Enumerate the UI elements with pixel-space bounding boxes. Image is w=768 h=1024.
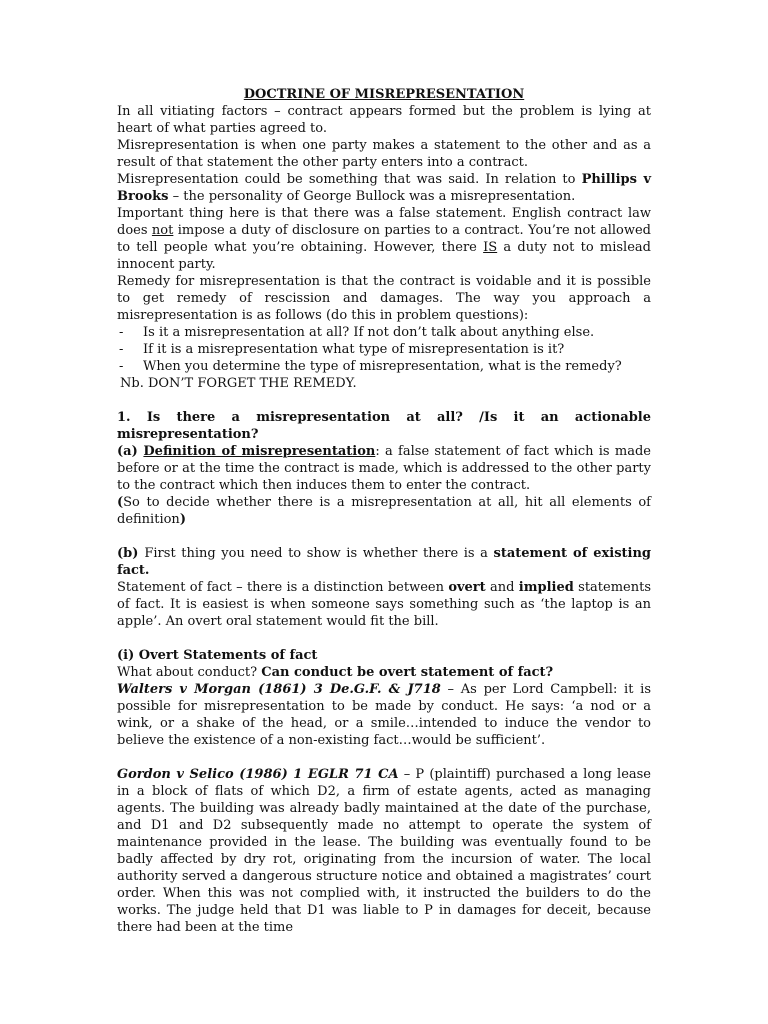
label-b: (b) <box>117 546 145 561</box>
text-run: and <box>485 580 519 595</box>
document-title: DOCTRINE OF MISREPRESENTATION <box>243 87 525 102</box>
section-1-heading: 1. Is there a misrepresentation at all? /Is it an actionable misrepresentation? <box>117 410 651 442</box>
text-run: – P (plaintiff) purchased a long lease in a block of flats of which D2, a firm of estate agents, acted as managing agents. The building was already badly maintained at the date of the purchase, and D1 and D2 subsequently made no attempt to operate the system of maintenance provided in the lease. The building was eventually found to be badly affected by dry rot, originating from the incursion of water. The local authority served a dangerous structure notice and obtained a magistrates’ court order. When this was not complied with, it instructed the builders to do the works. The judge held that D1 was liable to P in damages for deceit, because there had been at the time <box>117 767 652 935</box>
text-run: impose a duty of disclosure on parties to a contract. You’re not allowed to tell people what you’re obtaining. However, there <box>117 223 651 255</box>
remedy-note: Nb. DON’T FORGET THE REMEDY. <box>120 376 357 391</box>
definition-term: Definition of misrepresentation <box>143 444 376 459</box>
emphasis-not: not <box>151 223 174 238</box>
gordon-paragraph <box>117 766 651 936</box>
overt-statements-heading: (i) Overt Statements of fact <box>117 648 318 663</box>
list-item: - Is it a misrepresentation at all? If not don’t talk about anything else. <box>117 324 651 341</box>
text-run: What about conduct? <box>117 665 262 680</box>
intro-paragraph-4 <box>117 205 651 273</box>
conduct-question-bold: Can conduct be overt statement of fact? <box>261 665 554 680</box>
text-run: – the personality of George Bullock was a misrepresentation. <box>168 189 576 204</box>
walters-paragraph <box>117 681 651 749</box>
text-run: a duty not to mislead innocent party. <box>117 240 651 272</box>
definition-note <box>117 494 651 528</box>
term-implied: implied <box>518 580 574 595</box>
text-run: Important thing here is that there was a false statement. English contract law does <box>117 206 651 238</box>
text-run: Misrepresentation could be something that was said. In relation to <box>117 172 582 187</box>
text-run: : a false statement of fact which is made before or at the time the contract is made, which is addressed to the other party to the contract which then induces them to enter the contract. <box>117 444 651 493</box>
text-run: Statement of fact – there is a distinction between <box>117 580 449 595</box>
intro-paragraph-3 <box>117 171 651 205</box>
text-run: statements of fact. It is easiest is when someone says something such as ‘the laptop is an apple’. An overt oral statement would fit the bill. <box>117 580 652 629</box>
approach-list <box>117 324 651 375</box>
label-a: (a) <box>117 444 144 459</box>
case-name-walters: Walters v Morgan (1861) 3 De.G.F. & J718 <box>117 682 441 697</box>
intro-paragraph-2: Misrepresentation is when one party makes a statement to the other and as a result of that statement the other party enters into a contract. <box>117 138 651 170</box>
statement-of-existing-fact: statement of existing fact. <box>117 546 652 578</box>
paren-close: ) <box>179 512 186 527</box>
text-run: – As per Lord Campbell: it is possible for misrepresentation to be made by conduct. He says: ‘a nod or a wink, or a shake of the head, or a smile…intended to induce the vendor to believe the existence of a non-existing fact…would be sufficient’. <box>117 682 652 748</box>
case-name-gordon: Gordon v Selico (1986) 1 EGLR 71 CA <box>117 767 399 782</box>
document-page <box>117 86 651 936</box>
paren-open: ( <box>117 495 124 510</box>
emphasis-is: IS <box>483 240 498 255</box>
definition-paragraph <box>117 443 651 494</box>
conduct-question <box>117 664 651 681</box>
statement-of-fact-paragraph <box>117 579 651 630</box>
intro-paragraph-1: In all vitiating factors – contract appears formed but the problem is lying at heart of what parties agreed to. <box>117 104 651 136</box>
intro-paragraph-5: Remedy for misrepresentation is that the contract is voidable and it is possible to get remedy of rescission and damages. The way you approach a misrepresentation is as follows (do this in problem questions): <box>117 274 651 323</box>
list-item: - When you determine the type of misrepresentation, what is the remedy? <box>117 358 651 375</box>
statement-of-fact-intro <box>117 545 651 579</box>
term-overt: overt <box>448 580 486 595</box>
case-name-phillips: Phillips v Brooks <box>117 172 651 204</box>
text-run: First thing you need to show is whether there is a <box>144 546 494 561</box>
list-item: - If it is a misrepresentation what type of misrepresentation is it? <box>117 341 651 358</box>
text-run: So to decide whether there is a misrepresentation at all, hit all elements of definition <box>117 495 651 527</box>
